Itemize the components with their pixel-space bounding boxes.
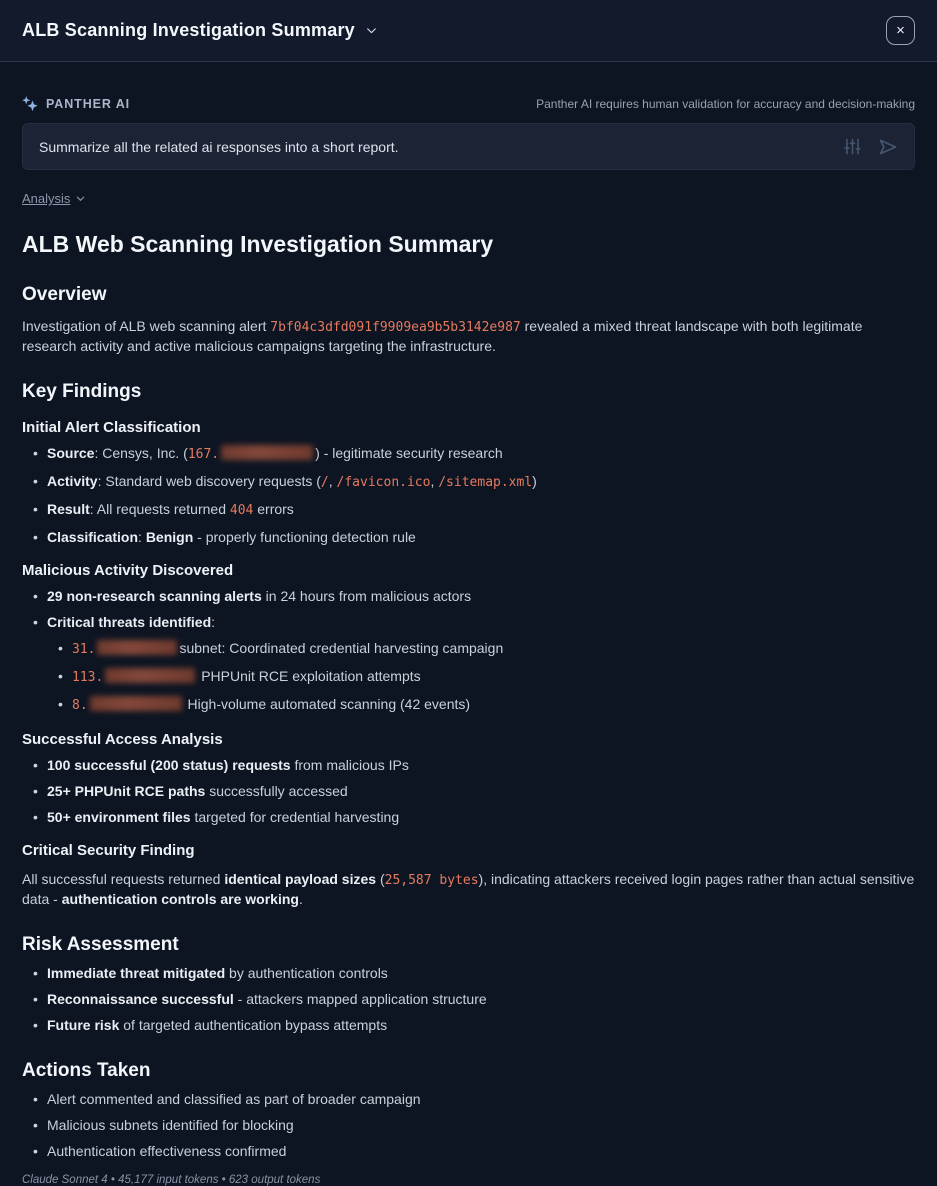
text-run: : All requests returned: [89, 501, 230, 517]
report-heading-h3: Malicious Activity Discovered: [22, 562, 234, 579]
brand-label: PANTHER AI: [46, 97, 130, 111]
code-span: /favicon.ico: [336, 475, 431, 490]
prompt-input[interactable]: Summarize all the related ai responses into a short report.: [39, 138, 399, 155]
report-heading-h1: ALB Web Scanning Investigation Summary: [22, 231, 494, 257]
analysis-toggle-label: Analysis: [22, 191, 71, 206]
bold-text: identical payload sizes: [224, 871, 377, 887]
text-run: in 24 hours from malicious actors: [261, 588, 472, 604]
window-title-bar: [0, 0, 937, 62]
assistant-bar: [22, 96, 915, 112]
bold-text: Reconnaissance successful: [47, 991, 234, 1007]
list-item: [47, 1090, 915, 1108]
code-span: 25,587 bytes: [384, 873, 479, 888]
text-run: .: [298, 891, 303, 907]
bold-text: Benign: [145, 529, 194, 545]
redacted-ip: [105, 668, 195, 683]
list-item: [47, 756, 915, 774]
text-run: of targeted authentication bypass attempts: [119, 1017, 388, 1033]
text-run: successfully accessed: [205, 783, 348, 799]
model-token-meta: Claude Sonnet 4 • 45,177 input tokens • 623 output tokens: [22, 1174, 321, 1186]
prompt-settings-button[interactable]: [843, 137, 862, 156]
report-heading-h3: Initial Alert Classification: [22, 419, 201, 436]
redacted-ip: [221, 445, 313, 460]
bold-text: 25+ PHPUnit RCE paths: [47, 783, 206, 799]
text-run: by authentication controls: [225, 965, 388, 981]
bold-text: Source: [47, 445, 95, 461]
nested-list-item: [72, 695, 915, 715]
report-heading-h2: Overview: [22, 284, 107, 305]
list-item: [47, 990, 915, 1008]
title-dropdown[interactable]: [22, 20, 378, 41]
bullet-list: [22, 756, 915, 826]
nested-list-item: [72, 639, 915, 659]
report-heading-h3: Critical Security Finding: [22, 842, 195, 859]
report-heading-h3: Successful Access Analysis: [22, 731, 223, 748]
text-run: targeted for credential harvesting: [190, 809, 400, 825]
text-run: subnet: Coordinated credential harvesting campaign: [179, 640, 504, 656]
text-run: PHPUnit RCE exploitation attempts: [197, 668, 421, 684]
text-run: : Censys, Inc. (: [94, 445, 188, 461]
report-heading-h2: Key Findings: [22, 381, 142, 402]
prompt-input-container: [22, 123, 915, 170]
panther-ai-brand: [22, 96, 130, 112]
text-run: - properly functioning detection rule: [193, 529, 416, 545]
send-icon: [878, 137, 898, 157]
list-item: [47, 528, 915, 546]
bullet-list: [22, 964, 915, 1034]
nested-bullet-list: [47, 639, 915, 715]
list-item: [47, 782, 915, 800]
text-run: ), indicating attackers received login pages rather than actual sensitive data -: [22, 871, 915, 907]
bold-text: 100 successful (200 status) requests: [47, 757, 291, 773]
text-run: ,: [328, 473, 337, 489]
code-span: 31.: [72, 642, 96, 657]
text-run: :: [138, 529, 146, 545]
text-run: Alert commented and classified as part of broader campaign: [47, 1091, 421, 1107]
text-run: - attackers mapped application structure: [233, 991, 487, 1007]
send-button[interactable]: [878, 137, 898, 157]
text-run: (: [376, 871, 385, 887]
bold-text: Activity: [47, 473, 98, 489]
list-item: [47, 500, 915, 520]
code-span: /: [320, 475, 329, 490]
bold-text: 50+ environment files: [47, 809, 191, 825]
chevron-down-icon: [75, 193, 86, 204]
text-run: revealed a mixed threat landscape with both legitimate research activity and active malicious campaigns targeting the infrastructure.: [22, 318, 863, 354]
analysis-row: [22, 190, 915, 208]
report-heading-h2: Risk Assessment: [22, 934, 179, 955]
bold-text: Classification: [47, 529, 139, 545]
text-run: from malicious IPs: [290, 757, 409, 773]
code-span: 8.: [72, 698, 88, 713]
nested-list-item: [72, 667, 915, 687]
bold-text: authentication controls are working: [61, 891, 299, 907]
report-paragraph: [22, 870, 915, 908]
redacted-ip: [90, 696, 182, 711]
chevron-down-icon: [365, 24, 378, 37]
text-run: All successful requests returned: [22, 871, 225, 887]
list-item: [47, 964, 915, 982]
bold-text: Immediate threat mitigated: [47, 965, 226, 981]
bullet-list: [22, 444, 915, 546]
list-item: [47, 1116, 915, 1134]
code-span: 404: [229, 503, 254, 518]
code-span: /sitemap.xml: [438, 475, 533, 490]
bullet-list: [22, 587, 915, 715]
redacted-ip: [97, 640, 177, 655]
text-run: :: [211, 614, 216, 630]
page-title: ALB Scanning Investigation Summary: [22, 20, 355, 40]
text-run: errors: [253, 501, 294, 517]
bold-text: 29 non-research scanning alerts: [47, 588, 262, 604]
list-item: [47, 1016, 915, 1034]
list-item: [47, 472, 915, 492]
bold-text: Critical threats identified: [47, 614, 212, 630]
text-run: Authentication effectiveness confirmed: [47, 1143, 287, 1159]
bold-text: Future risk: [47, 1017, 120, 1033]
list-item: [47, 613, 915, 715]
text-run: ): [532, 473, 537, 489]
report-heading-h2: Actions Taken: [22, 1060, 151, 1081]
list-item: [47, 587, 915, 605]
text-run: : Standard web discovery requests (: [97, 473, 321, 489]
sliders-icon: [843, 137, 862, 156]
code-span: 167.: [187, 447, 220, 462]
report-body: [0, 231, 937, 1160]
bold-text: Result: [47, 501, 90, 517]
text-run: ) - legitimate security research: [315, 445, 503, 461]
code-span: 7bf04c3dfd091f9909ea9b5b3142e987: [270, 320, 521, 335]
sparkle-icon: [22, 96, 38, 112]
code-span: 113.: [72, 670, 104, 685]
text-run: ,: [430, 473, 439, 489]
report-paragraph: [22, 317, 915, 355]
list-item: [47, 1142, 915, 1160]
disclaimer-text: Panther AI requires human validation for accuracy and decision-making: [536, 97, 915, 111]
list-item: [47, 808, 915, 826]
list-item: [47, 444, 915, 464]
text-run: Investigation of ALB web scanning alert: [22, 318, 271, 334]
text-run: Malicious subnets identified for blocking: [47, 1117, 294, 1133]
close-button[interactable]: ×: [886, 16, 915, 45]
analysis-toggle[interactable]: [22, 191, 86, 206]
text-run: High-volume automated scanning (42 events): [183, 696, 471, 712]
